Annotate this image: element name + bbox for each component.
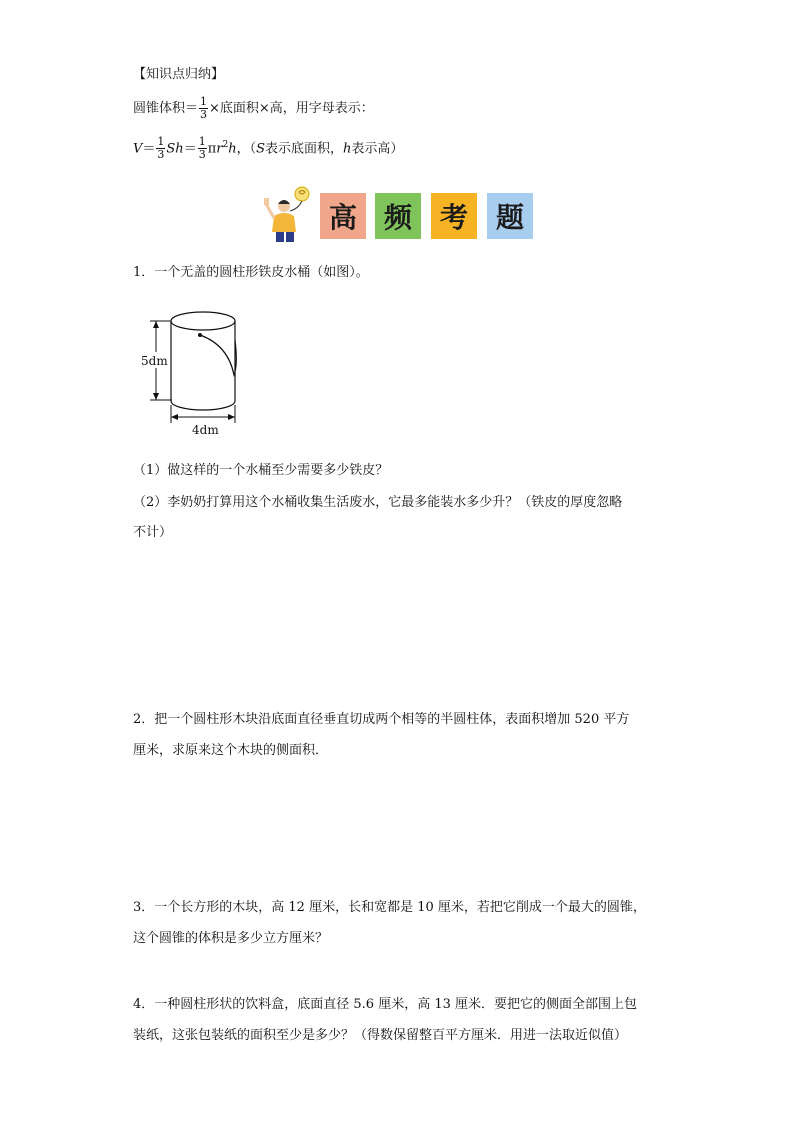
formula-note-c: 表示高）: [351, 141, 404, 157]
bucket-diameter-label: 4dm: [192, 423, 219, 437]
banner-tile-pin: 频: [375, 193, 421, 239]
banner-tile-ti: 题: [487, 193, 533, 239]
bucket-height-label: 5dm: [141, 354, 168, 368]
question-1-sub-2-line-2: 不计）: [133, 525, 173, 540]
question-1-sub-2-line-1: （2）李奶奶打算用这个水桶收集生活废水，它最多能装水多少升？（铁皮的厚度忽略: [133, 495, 623, 510]
formula-h: h: [228, 141, 237, 157]
fraction-numerator: 1: [157, 135, 165, 149]
formula-note-h: h: [343, 141, 352, 157]
banner-tile-gao: 高: [320, 193, 366, 239]
formula-Sh: Sh: [166, 141, 184, 157]
formula-r: r: [216, 141, 223, 157]
fraction-denominator: 3: [200, 108, 208, 121]
formula1-prefix: 圆锥体积＝: [133, 101, 199, 116]
question-3-line-2: 这个圆锥的体积是多少立方厘米？: [133, 931, 329, 946]
fraction-numerator: 1: [200, 95, 208, 108]
fraction-denominator: 3: [157, 148, 165, 162]
bucket-figure: [138, 305, 248, 440]
formula-cone-volume-words: [133, 96, 374, 121]
formula-pi: π: [207, 141, 217, 157]
formula-V: V: [133, 141, 143, 157]
question-2-line-2: 厘米，求原来这个木块的侧面积．: [133, 743, 329, 758]
fraction-one-third-a: [156, 136, 165, 161]
question-2-line-1: 2．把一个圆柱形木块沿底面直径垂直切成两个相等的半圆柱体，表面积增加 520 平方: [133, 712, 630, 727]
formula-cone-volume-letters: [133, 136, 403, 161]
question-4-line-2: 装纸，这张包装纸的面积至少是多少？（得数保留整百平方厘米．用进一法取近似值）: [133, 1028, 628, 1043]
formula-eq2: ＝: [183, 141, 197, 157]
teacher-illustration-icon: [258, 186, 314, 244]
formula-note-S: S: [256, 141, 265, 157]
fraction-denominator: 3: [198, 148, 206, 162]
question-3-line-1: 3．一个长方形的木块，高 12 厘米，长和宽都是 10 厘米，若把它削成一个最大的圆锥，: [133, 900, 646, 915]
formula-note-a: ，（: [236, 141, 257, 157]
formula1-suffix: ×底面积×高，用字母表示：: [209, 101, 374, 116]
formula-exponent: 2: [222, 140, 229, 150]
fraction-numerator: 1: [198, 135, 206, 149]
question-4-line-1: 4．一种圆柱形状的饮料盒，底面直径 5.6 厘米，高 13 厘米．要把它的侧面全部围上包: [133, 997, 638, 1012]
fraction-one-third-b: [198, 136, 207, 161]
formula-note-b: 表示底面积，: [265, 141, 344, 157]
fraction-one-third: [199, 96, 208, 121]
formula-eq1: ＝: [142, 141, 156, 157]
knowledge-heading: 【知识点归纳】: [133, 67, 225, 82]
banner-tile-kao: 考: [431, 193, 477, 239]
question-1-sub-1: （1）做这样的一个水桶至少需要多少铁皮？: [133, 463, 389, 478]
question-1-text: 1．一个无盖的圆柱形铁皮水桶（如图）。: [133, 265, 369, 280]
